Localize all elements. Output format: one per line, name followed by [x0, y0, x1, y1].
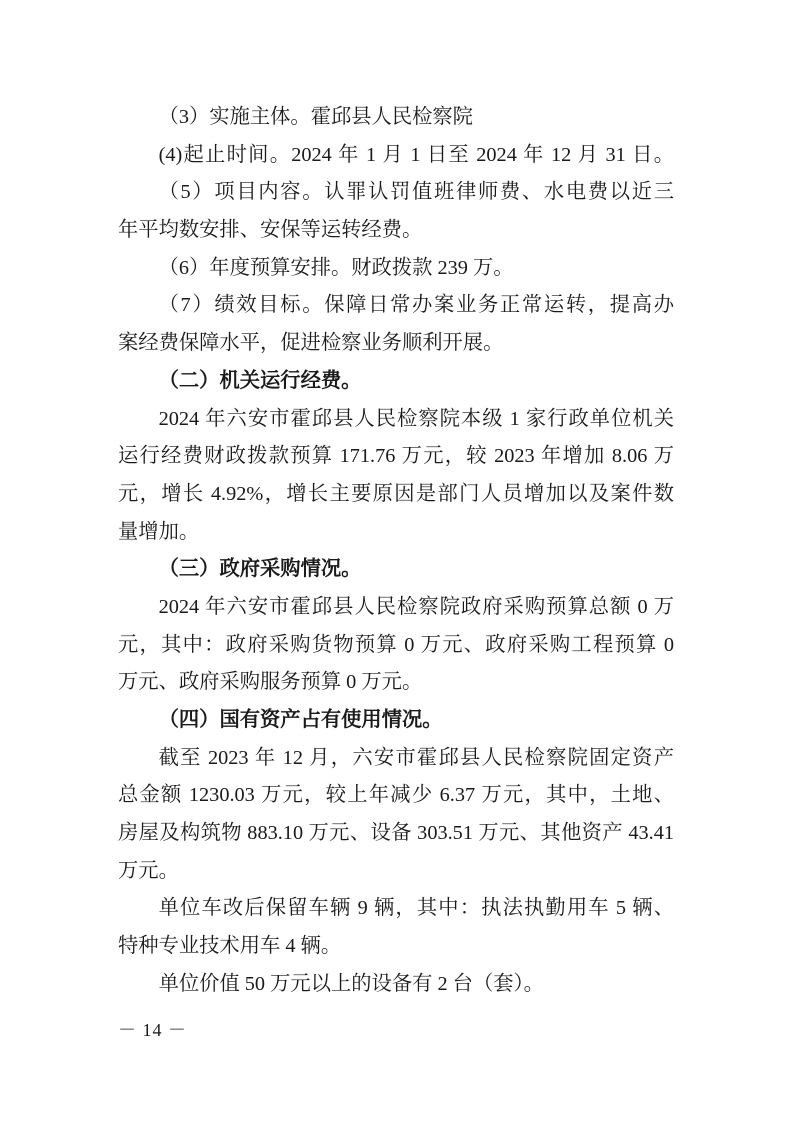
text-line: (4)起止时间。2024 年 1 月 1 日至 2024 年 12 月 31 日。 — [158, 143, 674, 166]
text-line: 2024 年六安市霍邱县人民检察院本级 1 家行政单位机关 — [158, 407, 674, 430]
text-line: （3）实施主体。霍邱县人民检察院 — [158, 106, 473, 128]
text-line: 年平均数安排、安保等运转经费。 — [118, 219, 423, 242]
paragraph-procurement — [118, 589, 674, 702]
paragraph-assets — [118, 740, 674, 891]
text-line: （5）项目内容。认罪认罚值班律师费、水电费以近三 — [158, 181, 674, 204]
section-heading-4 — [118, 702, 674, 740]
text-line: 单位价值 50 万元以上的设备有 2 台（套）。 — [158, 972, 544, 995]
text-line: 万元。 — [118, 859, 179, 882]
section-heading-2 — [118, 363, 674, 401]
text-line: 量增加。 — [118, 520, 200, 543]
text-line: 截至 2023 年 12 月，六安市霍邱县人民检察院固定资产 — [158, 746, 674, 769]
paragraph-operating-costs — [118, 401, 674, 552]
text-line: 案经费保障水平，促进检察业务顺利开展。 — [118, 332, 504, 355]
text-line: 特种专业技术用车 4 辆。 — [118, 935, 342, 958]
text-line: 单位车改后保留车辆 9 辆，其中：执法执勤用车 5 辆、 — [158, 897, 674, 920]
paragraph-item-7 — [118, 287, 674, 362]
paragraph-item-5 — [118, 174, 674, 249]
text-line: 元，增长 4.92%，增长主要原因是部门人员增加以及案件数 — [118, 482, 674, 505]
page-number: － 14 － — [118, 1020, 187, 1040]
section-heading-3 — [118, 551, 674, 589]
text-line: （7）绩效目标。保障日常办案业务正常运转，提高办 — [158, 294, 674, 317]
paragraph-vehicles — [118, 890, 674, 965]
text-line: 运行经费财政拨款预算 171.76 万元，较 2023 年增加 8.06 万 — [118, 445, 674, 468]
paragraph-equipment — [118, 966, 674, 1004]
paragraph-item-3 — [118, 99, 674, 137]
text-line: （6）年度预算安排。财政拨款 239 万。 — [158, 256, 514, 279]
text-line: 2024 年六安市霍邱县人民检察院政府采购预算总额 0 万 — [158, 595, 674, 618]
section-heading: （四）国有资产占有使用情况。 — [158, 709, 443, 731]
text-line: 万元、政府采购服务预算 0 万元。 — [118, 671, 423, 694]
text-line: 房屋及构筑物 883.10 万元、设备 303.51 万元、其他资产 43.41 — [118, 822, 674, 845]
text-line: 元，其中：政府采购货物预算 0 万元、政府采购工程预算 0 — [118, 633, 674, 656]
body-text — [118, 99, 674, 1004]
text-line: 总金额 1230.03 万元，较上年减少 6.37 万元，其中，土地、 — [118, 784, 674, 807]
paragraph-item-4 — [118, 137, 674, 175]
paragraph-item-6 — [118, 250, 674, 288]
section-heading: （二）机关运行经费。 — [158, 369, 362, 392]
section-heading: （三）政府采购情况。 — [158, 558, 362, 581]
